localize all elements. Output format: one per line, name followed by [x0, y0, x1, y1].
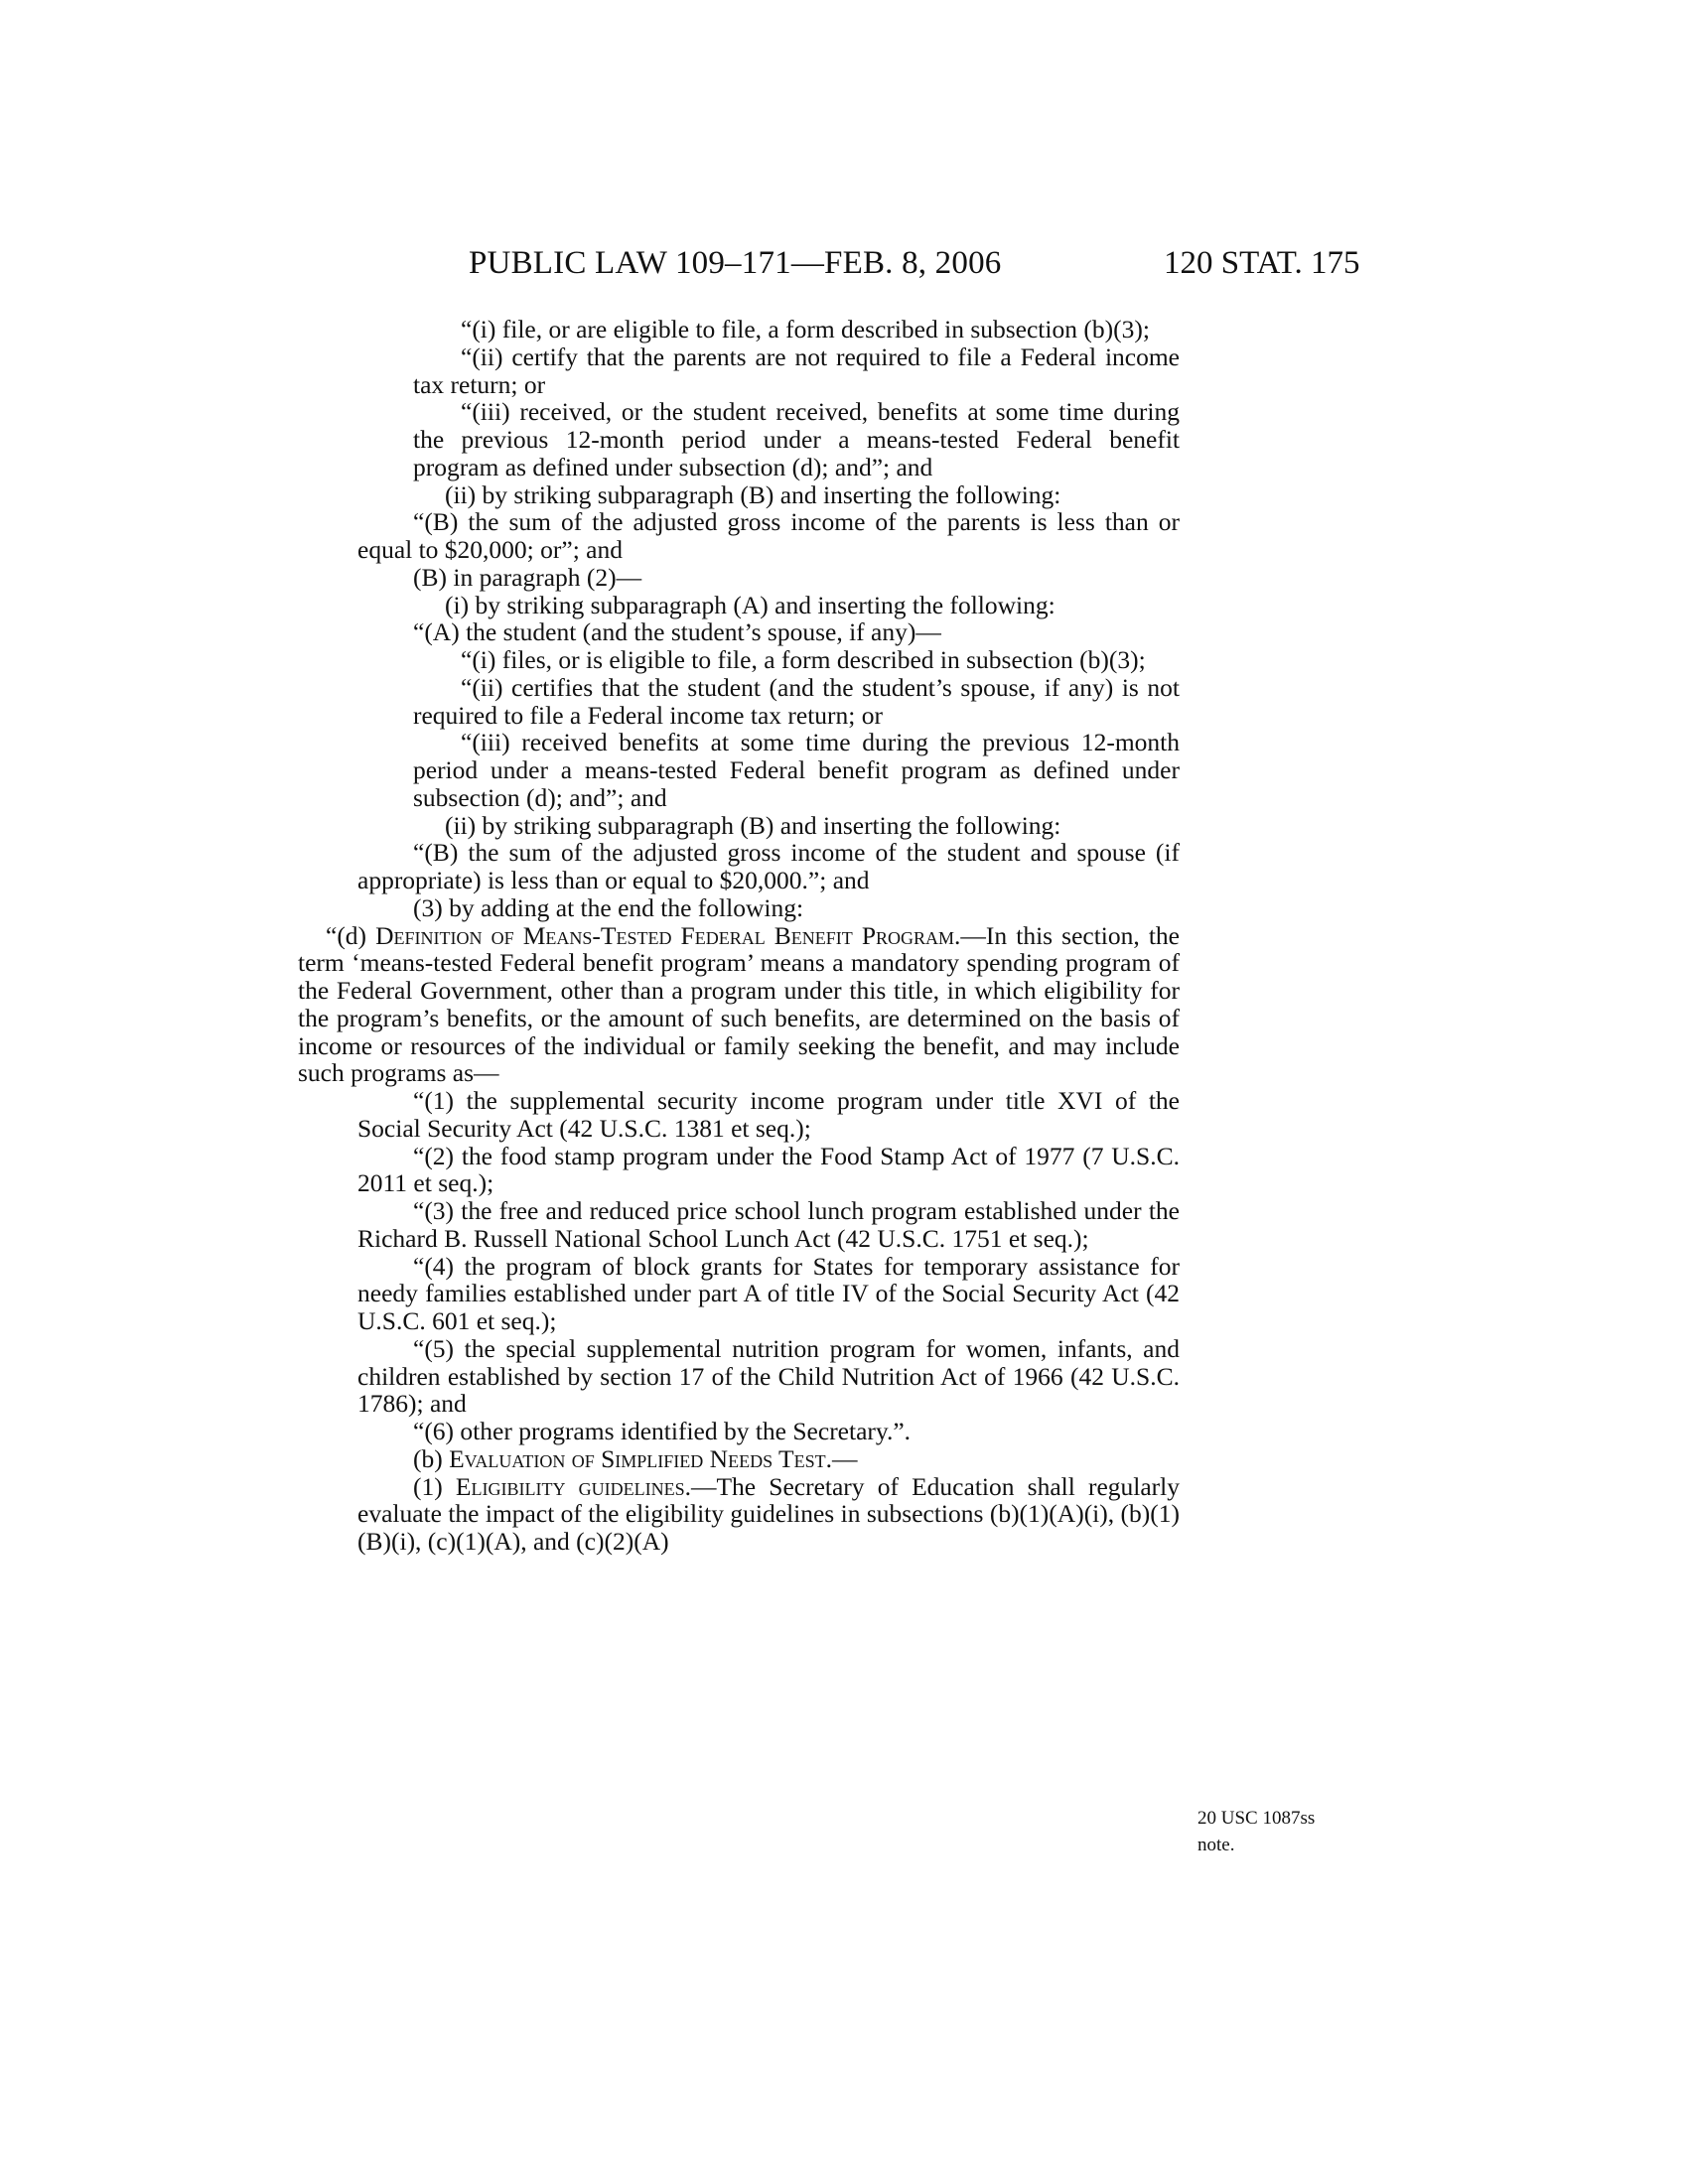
- paragraph-1-heading: Eligibility guidelines: [455, 1471, 685, 1501]
- margin-citation-note: note.: [1197, 1835, 1235, 1855]
- clause-iii-received-benefits: “(iii) received benefits at some time during the previous 12-month period under a means-tested Federal benefit program as defined under subsection (d); and”; and: [413, 728, 1180, 812]
- program-6-other: “(6) other programs identified by the Secretary.”.: [413, 1417, 912, 1445]
- subsection-b-heading: Evaluation of Simplified Needs Test: [449, 1443, 826, 1473]
- program-1-ssi: “(1) the supplemental security income program under title XVI of the Social Security Act (42 U.S.C. 1381 et seq.);: [357, 1086, 1180, 1143]
- subsection-d-definition: [298, 922, 1180, 1088]
- paragraph-1-prefix: (1): [413, 1471, 456, 1501]
- page-number: 120 STAT. 175: [1164, 245, 1360, 281]
- subsection-b-prefix: (b): [413, 1443, 450, 1473]
- subsection-d-prefix: “(d): [326, 920, 376, 950]
- subparagraph-b-student: “(B) the sum of the adjusted gross income of the student and spouse (if appropriate) is less than or equal to $20,000.”; and: [357, 838, 1180, 894]
- subparagraph-b-parents: “(B) the sum of the adjusted gross income of the parents is less than or equal to $20,000; or”; and: [357, 507, 1180, 564]
- clause-iii-received: “(iii) received, or the student received, benefits at some time during the previous 12-month period under a means-tested Federal benefit program as defined under subsection (d); and”; and: [413, 397, 1180, 481]
- amendment-ii-striking-b-2: (ii) by striking subparagraph (B) and inserting the following:: [445, 810, 1061, 840]
- clause-ii-certify: “(ii) certify that the parents are not required to file a Federal income tax return; or: [413, 341, 1180, 399]
- margin-citation-usc: 20 USC 1087ss: [1197, 1808, 1316, 1829]
- subsection-b-evaluation: [357, 1445, 1180, 1473]
- amendment-3-adding: (3) by adding at the end the following:: [413, 892, 804, 922]
- margin-citation: [1197, 1805, 1315, 1858]
- program-5-wic: “(5) the special supplemental nutrition program for women, infants, and children established by section 17 of the Child Nutrition Act of 1966 (42 U.S.C. 1786); and: [357, 1333, 1180, 1419]
- program-4-tanf: “(4) the program of block grants for States for temporary assistance for needy families established under part A of title IV of the Social Security Act (42 U.S.C. 601 et seq.);: [357, 1251, 1180, 1335]
- statute-body: [298, 316, 1180, 1556]
- clause-ii-certifies: “(ii) certifies that the student (and the student’s spouse, if any) is not required to file a Federal income tax return; or: [413, 672, 1180, 730]
- amendment-b-paragraph-2: (B) in paragraph (2)—: [413, 562, 642, 592]
- subsection-d-heading: Definition of Means-Tested Federal Benefit Program: [375, 920, 955, 950]
- amendment-i-striking-a: (i) by striking subparagraph (A) and inserting the following:: [445, 590, 1055, 619]
- running-header-title: PUBLIC LAW 109–171—FEB. 8, 2006: [469, 245, 1002, 281]
- clause-i-files: “(i) files, or is eligible to file, a form described in subsection (b)(3);: [461, 645, 1146, 674]
- subparagraph-a-student: “(A) the student (and the student’s spouse, if any)—: [413, 617, 941, 647]
- subsection-d-text: .—In this section, the term ‘means-tested Federal benefit program’ means a mandatory spending program of the Federal Government, other than a program under this title, in which eligibility for the program’s benefits, or the amount of such benefits, are determined on the basis of income or resources of the individual or family seeking the benefit, and may include such programs as—: [298, 920, 1180, 1088]
- subsection-b-suffix: .—: [825, 1443, 858, 1473]
- program-2-food-stamp: “(2) the food stamp program under the Food Stamp Act of 1977 (7 U.S.C. 2011 et seq.);: [357, 1141, 1180, 1198]
- program-3-school-lunch: “(3) the free and reduced price school lunch program established under the Richard B. Russell National School Lunch Act (42 U.S.C. 1751 et seq.);: [357, 1196, 1180, 1253]
- paragraph-1-eligibility-guidelines: [357, 1473, 1180, 1556]
- amendment-ii-striking-b: (ii) by striking subparagraph (B) and inserting the following:: [445, 479, 1061, 509]
- paragraph-1-text: .—The Secretary of Education shall regularly evaluate the impact of the eligibility guidelines in subsections (b)(1)(A)(i), (b)(1)(B)(i), (c)(1)(A), and (c)(2)(A): [357, 1471, 1181, 1556]
- clause-i-file: “(i) file, or are eligible to file, a form described in subsection (b)(3);: [461, 315, 1150, 343]
